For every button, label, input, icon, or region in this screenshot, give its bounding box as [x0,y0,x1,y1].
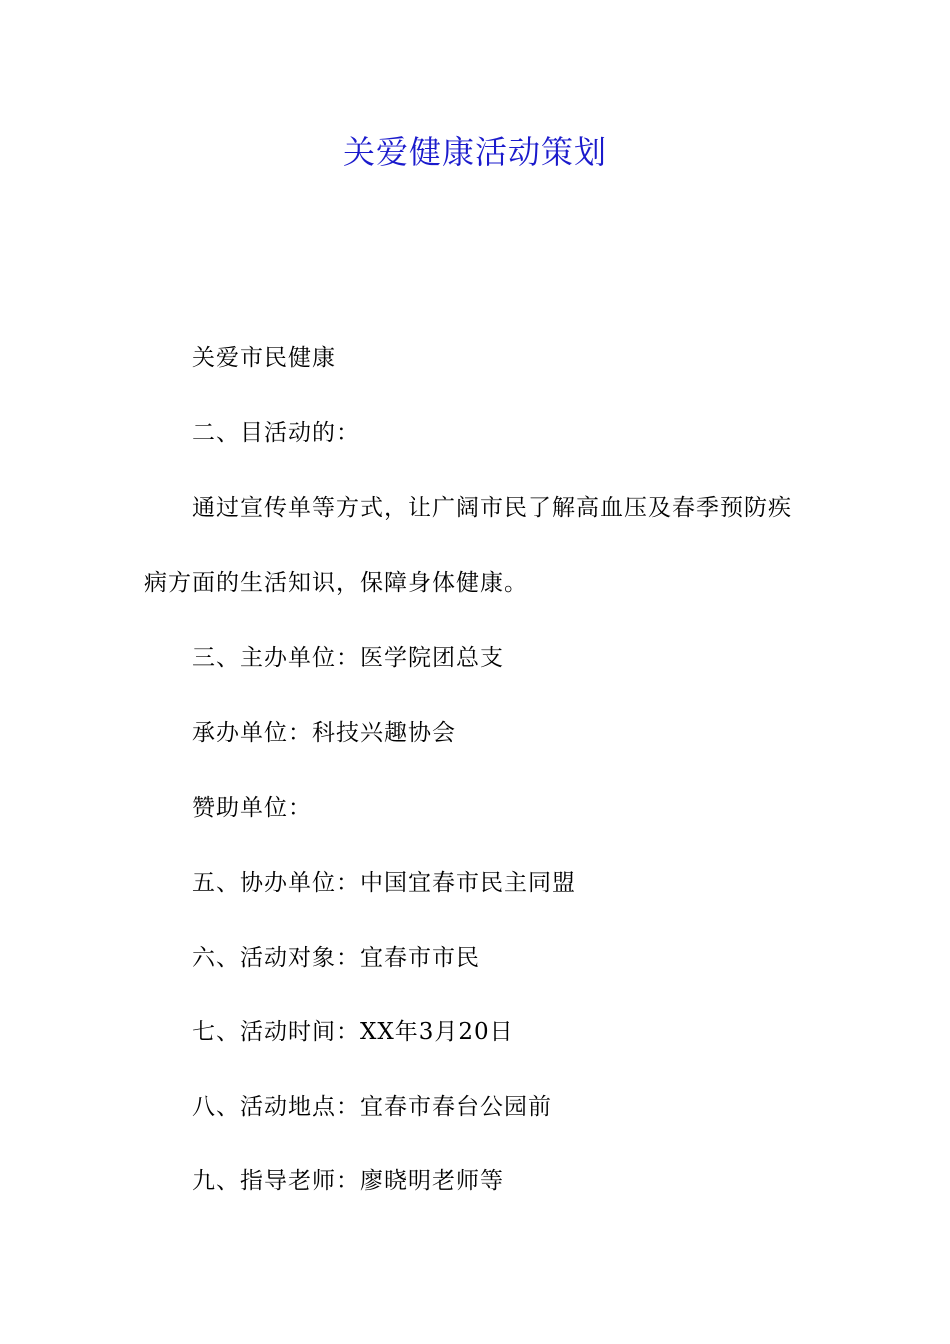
text-line-purpose-body-cont: 病方面的生活知识，保障身体健康。 [144,570,528,596]
text-line-host: 三、主办单位：医学院团总支 [192,645,504,671]
text-line-advisor: 九、指导老师：廖晓明老师等 [192,1168,504,1194]
text-line-purpose-body: 通过宣传单等方式，让广阔市民了解高血压及春季预防疾 [192,495,792,521]
text-line-co-organizer: 五、协办单位：中国宜春市民主同盟 [192,870,576,896]
text-line-location: 八、活动地点：宜春市春台公园前 [192,1094,552,1120]
text-line-audience: 六、活动对象：宜春市市民 [192,945,480,971]
text-line-organizer: 承办单位：科技兴趣协会 [192,720,456,746]
text-line-purpose-heading: 二、目活动的： [192,420,360,446]
document-title: 关爱健康活动策划 [342,133,607,171]
text-line-time: 七、活动时间：XX年3月20日 [192,1019,514,1045]
text-line-topic: 关爱市民健康 [192,345,336,371]
text-line-sponsor: 赞助单位： [192,795,312,821]
